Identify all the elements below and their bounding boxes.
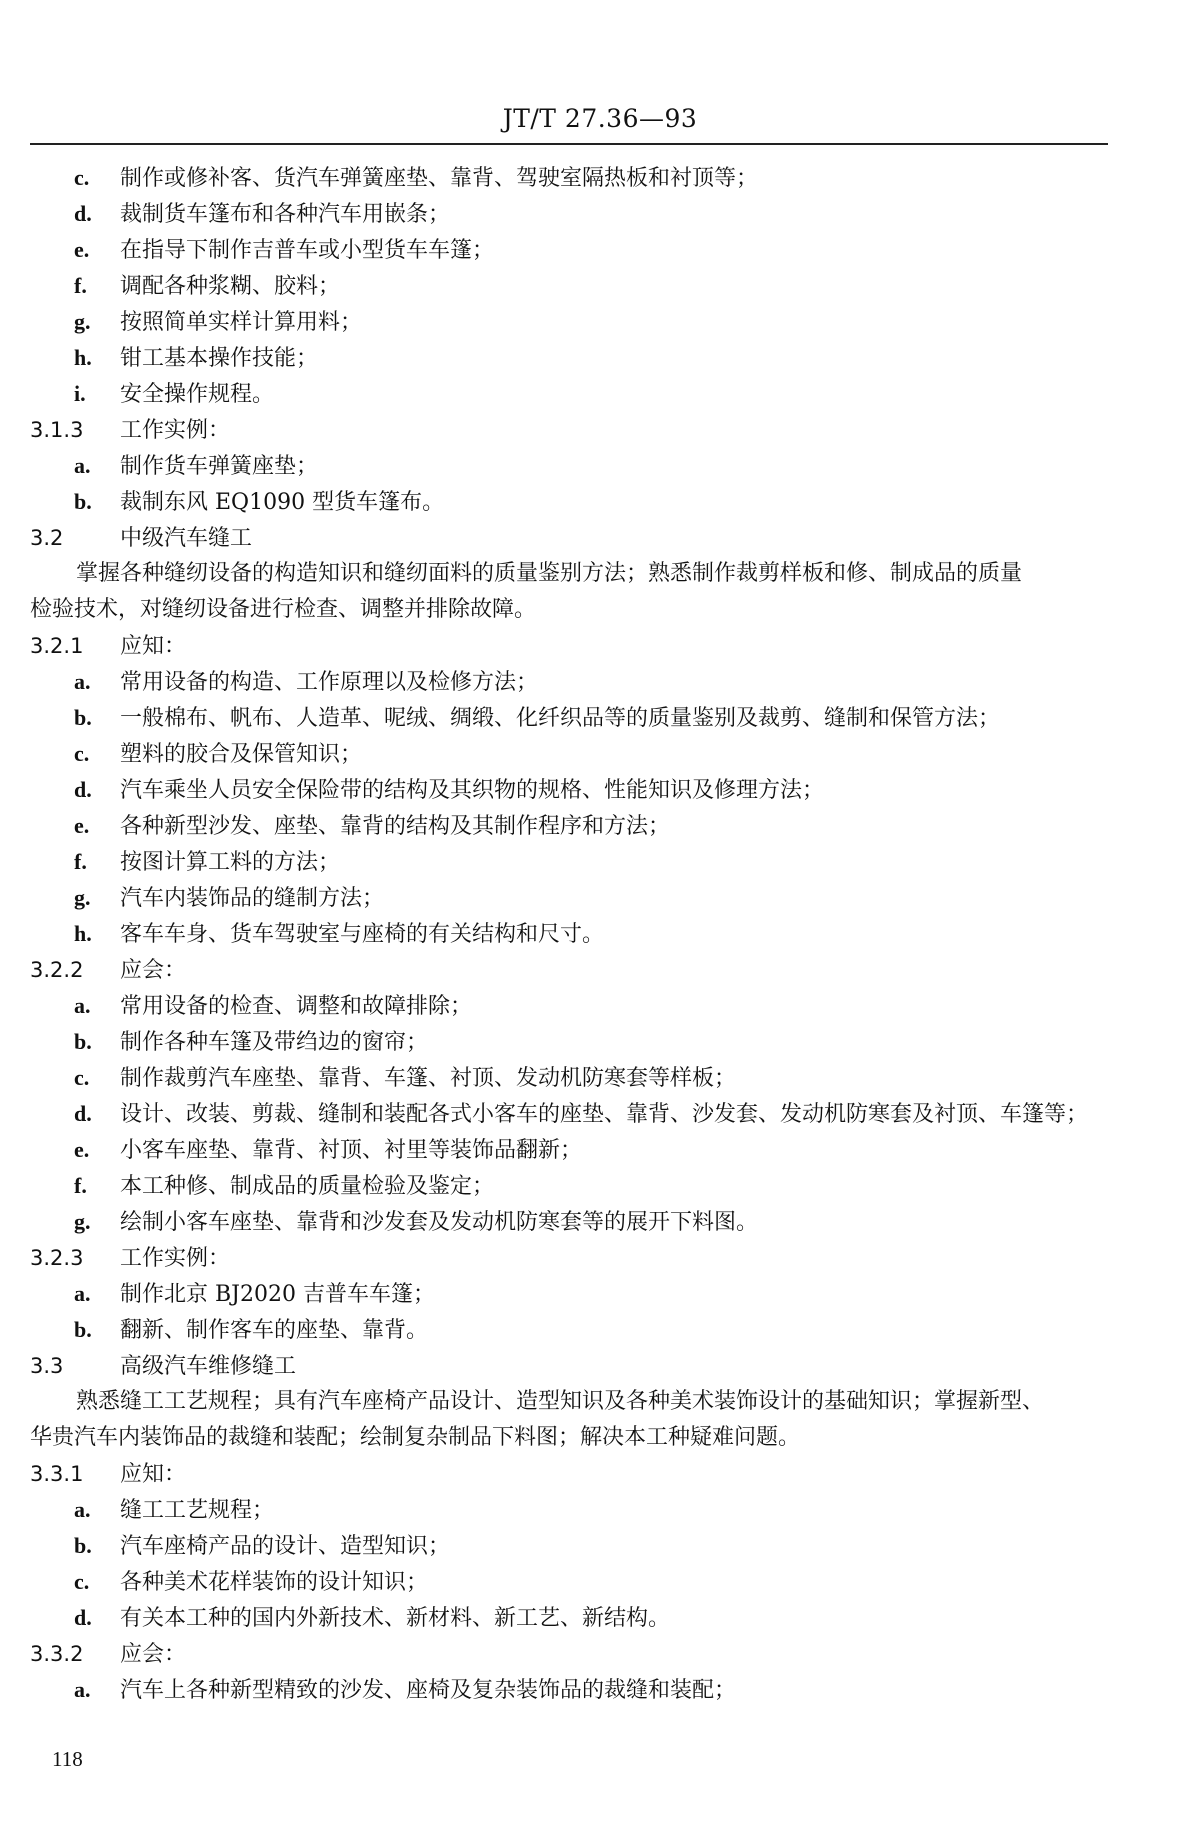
section-title: 工作实例： xyxy=(120,1246,231,1271)
section-heading xyxy=(30,1456,1110,1492)
section-heading xyxy=(30,1636,1110,1672)
list-item-text: 钳工基本操作技能； xyxy=(120,346,319,371)
list-item xyxy=(30,664,1110,700)
list-item-letter: d. xyxy=(74,1605,92,1630)
list-item xyxy=(30,736,1110,772)
list-item-letter: b. xyxy=(74,705,92,730)
list-item-text: 安全操作规程。 xyxy=(120,382,275,407)
list-item xyxy=(30,1600,1110,1636)
list-item xyxy=(30,988,1110,1024)
list-item xyxy=(30,196,1110,232)
list-item xyxy=(30,1096,1110,1132)
section-title: 工作实例： xyxy=(120,418,231,443)
list-item-letter: e. xyxy=(74,813,90,838)
list-item-text: 各种新型沙发、座垫、靠背的结构及其制作程序和方法； xyxy=(120,814,671,839)
list-item xyxy=(30,268,1110,304)
list-item-letter: h. xyxy=(74,345,92,370)
list-item-letter: a. xyxy=(74,993,91,1018)
list-item-letter: c. xyxy=(74,1065,90,1090)
list-item xyxy=(30,340,1110,376)
section-heading xyxy=(30,628,1110,664)
list-item-letter: a. xyxy=(74,1497,91,1522)
list-item xyxy=(30,1024,1110,1060)
section-heading xyxy=(30,952,1110,988)
list-item xyxy=(30,808,1110,844)
section-title: 应知： xyxy=(120,634,187,659)
paragraph-line: 掌握各种缝纫设备的构造知识和缝纫面料的质量鉴别方法；熟悉制作裁剪样板和修、制成品的质量 xyxy=(76,561,1023,586)
list-item-text: 制作裁剪汽车座垫、靠背、车篷、衬顶、发动机防寒套等样板； xyxy=(120,1066,737,1091)
section-number: 3.2 xyxy=(30,526,64,550)
section-number: 3.2.2 xyxy=(30,958,84,982)
list-item-letter: b. xyxy=(74,1029,92,1054)
section-heading xyxy=(30,1348,1110,1384)
paragraph-line: 检验技术，对缝纫设备进行检查、调整并排除故障。 xyxy=(30,597,537,622)
list-item-text: 制作或修补客、货汽车弹簧座垫、靠背、驾驶室隔热板和衬顶等； xyxy=(120,166,759,191)
list-item-letter: e. xyxy=(74,1137,90,1162)
list-item-letter: d. xyxy=(74,777,92,802)
list-item-letter: i. xyxy=(74,381,86,406)
list-item-text: 一般棉布、帆布、人造革、呢绒、绸缎、化纤织品等的质量鉴别及裁剪、缝制和保管方法； xyxy=(120,706,1001,731)
list-item xyxy=(30,1132,1110,1168)
list-item-text: 调配各种浆糊、胶料； xyxy=(120,274,341,299)
list-item xyxy=(30,448,1110,484)
list-item xyxy=(30,916,1110,952)
list-item xyxy=(30,376,1110,412)
list-item-letter: b. xyxy=(74,489,92,514)
list-item-text: 绘制小客车座垫、靠背和沙发套及发动机防寒套等的展开下料图。 xyxy=(120,1210,759,1235)
section-number: 3.2.1 xyxy=(30,634,84,658)
list-item xyxy=(30,1492,1110,1528)
list-item-text: 有关本工种的国内外新技术、新材料、新工艺、新结构。 xyxy=(120,1606,671,1631)
list-item-text: 汽车乘坐人员安全保险带的结构及其织物的规格、性能知识及修理方法； xyxy=(120,778,825,803)
list-item xyxy=(30,232,1110,268)
list-item-text: 设计、改装、剪裁、缝制和装配各式小客车的座垫、靠背、沙发套、发动机防寒套及衬顶、车篷等； xyxy=(120,1102,1089,1127)
paragraph-line: 华贵汽车内装饰品的裁缝和装配；绘制复杂制品下料图；解决本工种疑难问题。 xyxy=(30,1425,801,1450)
section-title: 应会： xyxy=(120,958,187,983)
list-item-text: 在指导下制作吉普车或小型货车车篷； xyxy=(120,238,495,263)
list-item-letter: c. xyxy=(74,1569,90,1594)
list-item-letter: b. xyxy=(74,1317,92,1342)
list-item-letter: b. xyxy=(74,1533,92,1558)
section-number: 3.2.3 xyxy=(30,1246,84,1270)
section-title: 应会： xyxy=(120,1642,187,1667)
list-item-text: 翻新、制作客车的座垫、靠背。 xyxy=(120,1318,429,1343)
list-item-text: 裁制货车篷布和各种汽车用嵌条； xyxy=(120,202,451,227)
list-item-text: 制作北京 BJ2020 吉普车车篷； xyxy=(120,1282,435,1307)
list-item xyxy=(30,1276,1110,1312)
list-item-letter: d. xyxy=(74,201,92,226)
list-item-letter: c. xyxy=(74,741,90,766)
list-item-letter: e. xyxy=(74,237,90,262)
list-item-letter: a. xyxy=(74,1677,91,1702)
list-item-text: 按图计算工料的方法； xyxy=(120,850,341,875)
section-number: 3.3.1 xyxy=(30,1462,84,1486)
list-item-letter: f. xyxy=(74,1173,87,1198)
list-item-text: 常用设备的检查、调整和故障排除； xyxy=(120,994,473,1019)
list-item-letter: f. xyxy=(74,849,87,874)
section-number: 3.3 xyxy=(30,1354,64,1378)
list-item-text: 裁制东风 EQ1090 型货车篷布。 xyxy=(120,490,445,515)
list-item-text: 小客车座垫、靠背、衬顶、衬里等装饰品翻新； xyxy=(120,1138,583,1163)
list-item xyxy=(30,484,1110,520)
list-item-letter: g. xyxy=(74,885,91,910)
list-item-letter: h. xyxy=(74,921,92,946)
list-item-text: 常用设备的构造、工作原理以及检修方法； xyxy=(120,670,539,695)
header-rule xyxy=(30,143,1108,145)
list-item xyxy=(30,1060,1110,1096)
list-item xyxy=(30,304,1110,340)
list-item-letter: g. xyxy=(74,309,91,334)
list-item xyxy=(30,1528,1110,1564)
section-heading xyxy=(30,1240,1110,1276)
list-item-text: 塑料的胶合及保管知识； xyxy=(120,742,363,767)
section-title: 中级汽车缝工 xyxy=(120,526,253,551)
list-item-text: 按照简单实样计算用料； xyxy=(120,310,363,335)
list-item-text: 缝工工艺规程； xyxy=(120,1498,275,1523)
section-number: 3.3.2 xyxy=(30,1642,84,1666)
section-heading xyxy=(30,412,1110,448)
list-item-text: 制作货车弹簧座垫； xyxy=(120,454,319,479)
list-item-text: 制作各种车篷及带绉边的窗帘； xyxy=(120,1030,429,1055)
list-item-text: 汽车上各种新型精致的沙发、座椅及复杂装饰品的裁缝和装配； xyxy=(120,1678,737,1703)
list-item xyxy=(30,1168,1110,1204)
list-item xyxy=(30,160,1110,196)
list-item-text: 汽车内装饰品的缝制方法； xyxy=(120,886,385,911)
list-item-text: 汽车座椅产品的设计、造型知识； xyxy=(120,1534,451,1559)
paragraph-line: 熟悉缝工工艺规程；具有汽车座椅产品设计、造型知识及各种美术装饰设计的基础知识；掌握新型、 xyxy=(76,1389,1045,1414)
list-item xyxy=(30,880,1110,916)
list-item-text: 客车车身、货车驾驶室与座椅的有关结构和尺寸。 xyxy=(120,922,605,947)
list-item-letter: a. xyxy=(74,453,91,478)
list-item xyxy=(30,1672,1110,1708)
page-header: JT/T 27.36—93 xyxy=(502,104,698,133)
list-item-letter: g. xyxy=(74,1209,91,1234)
list-item-letter: d. xyxy=(74,1101,92,1126)
section-number: 3.1.3 xyxy=(30,418,84,442)
list-item xyxy=(30,1564,1110,1600)
section-title: 高级汽车维修缝工 xyxy=(120,1354,297,1379)
section-heading xyxy=(30,520,1110,556)
list-item xyxy=(30,700,1110,736)
page-number: 118 xyxy=(52,1747,83,1771)
list-item-text: 本工种修、制成品的质量检验及鉴定； xyxy=(120,1174,495,1199)
list-item xyxy=(30,772,1110,808)
list-item-letter: a. xyxy=(74,1281,91,1306)
list-item xyxy=(30,1204,1110,1240)
section-title: 应知： xyxy=(120,1462,187,1487)
list-item xyxy=(30,844,1110,880)
list-item-letter: c. xyxy=(74,165,90,190)
list-item-letter: f. xyxy=(74,273,87,298)
list-item-letter: a. xyxy=(74,669,91,694)
document-body xyxy=(30,160,1110,1708)
list-item xyxy=(30,1312,1110,1348)
list-item-text: 各种美术花样装饰的设计知识； xyxy=(120,1570,429,1595)
